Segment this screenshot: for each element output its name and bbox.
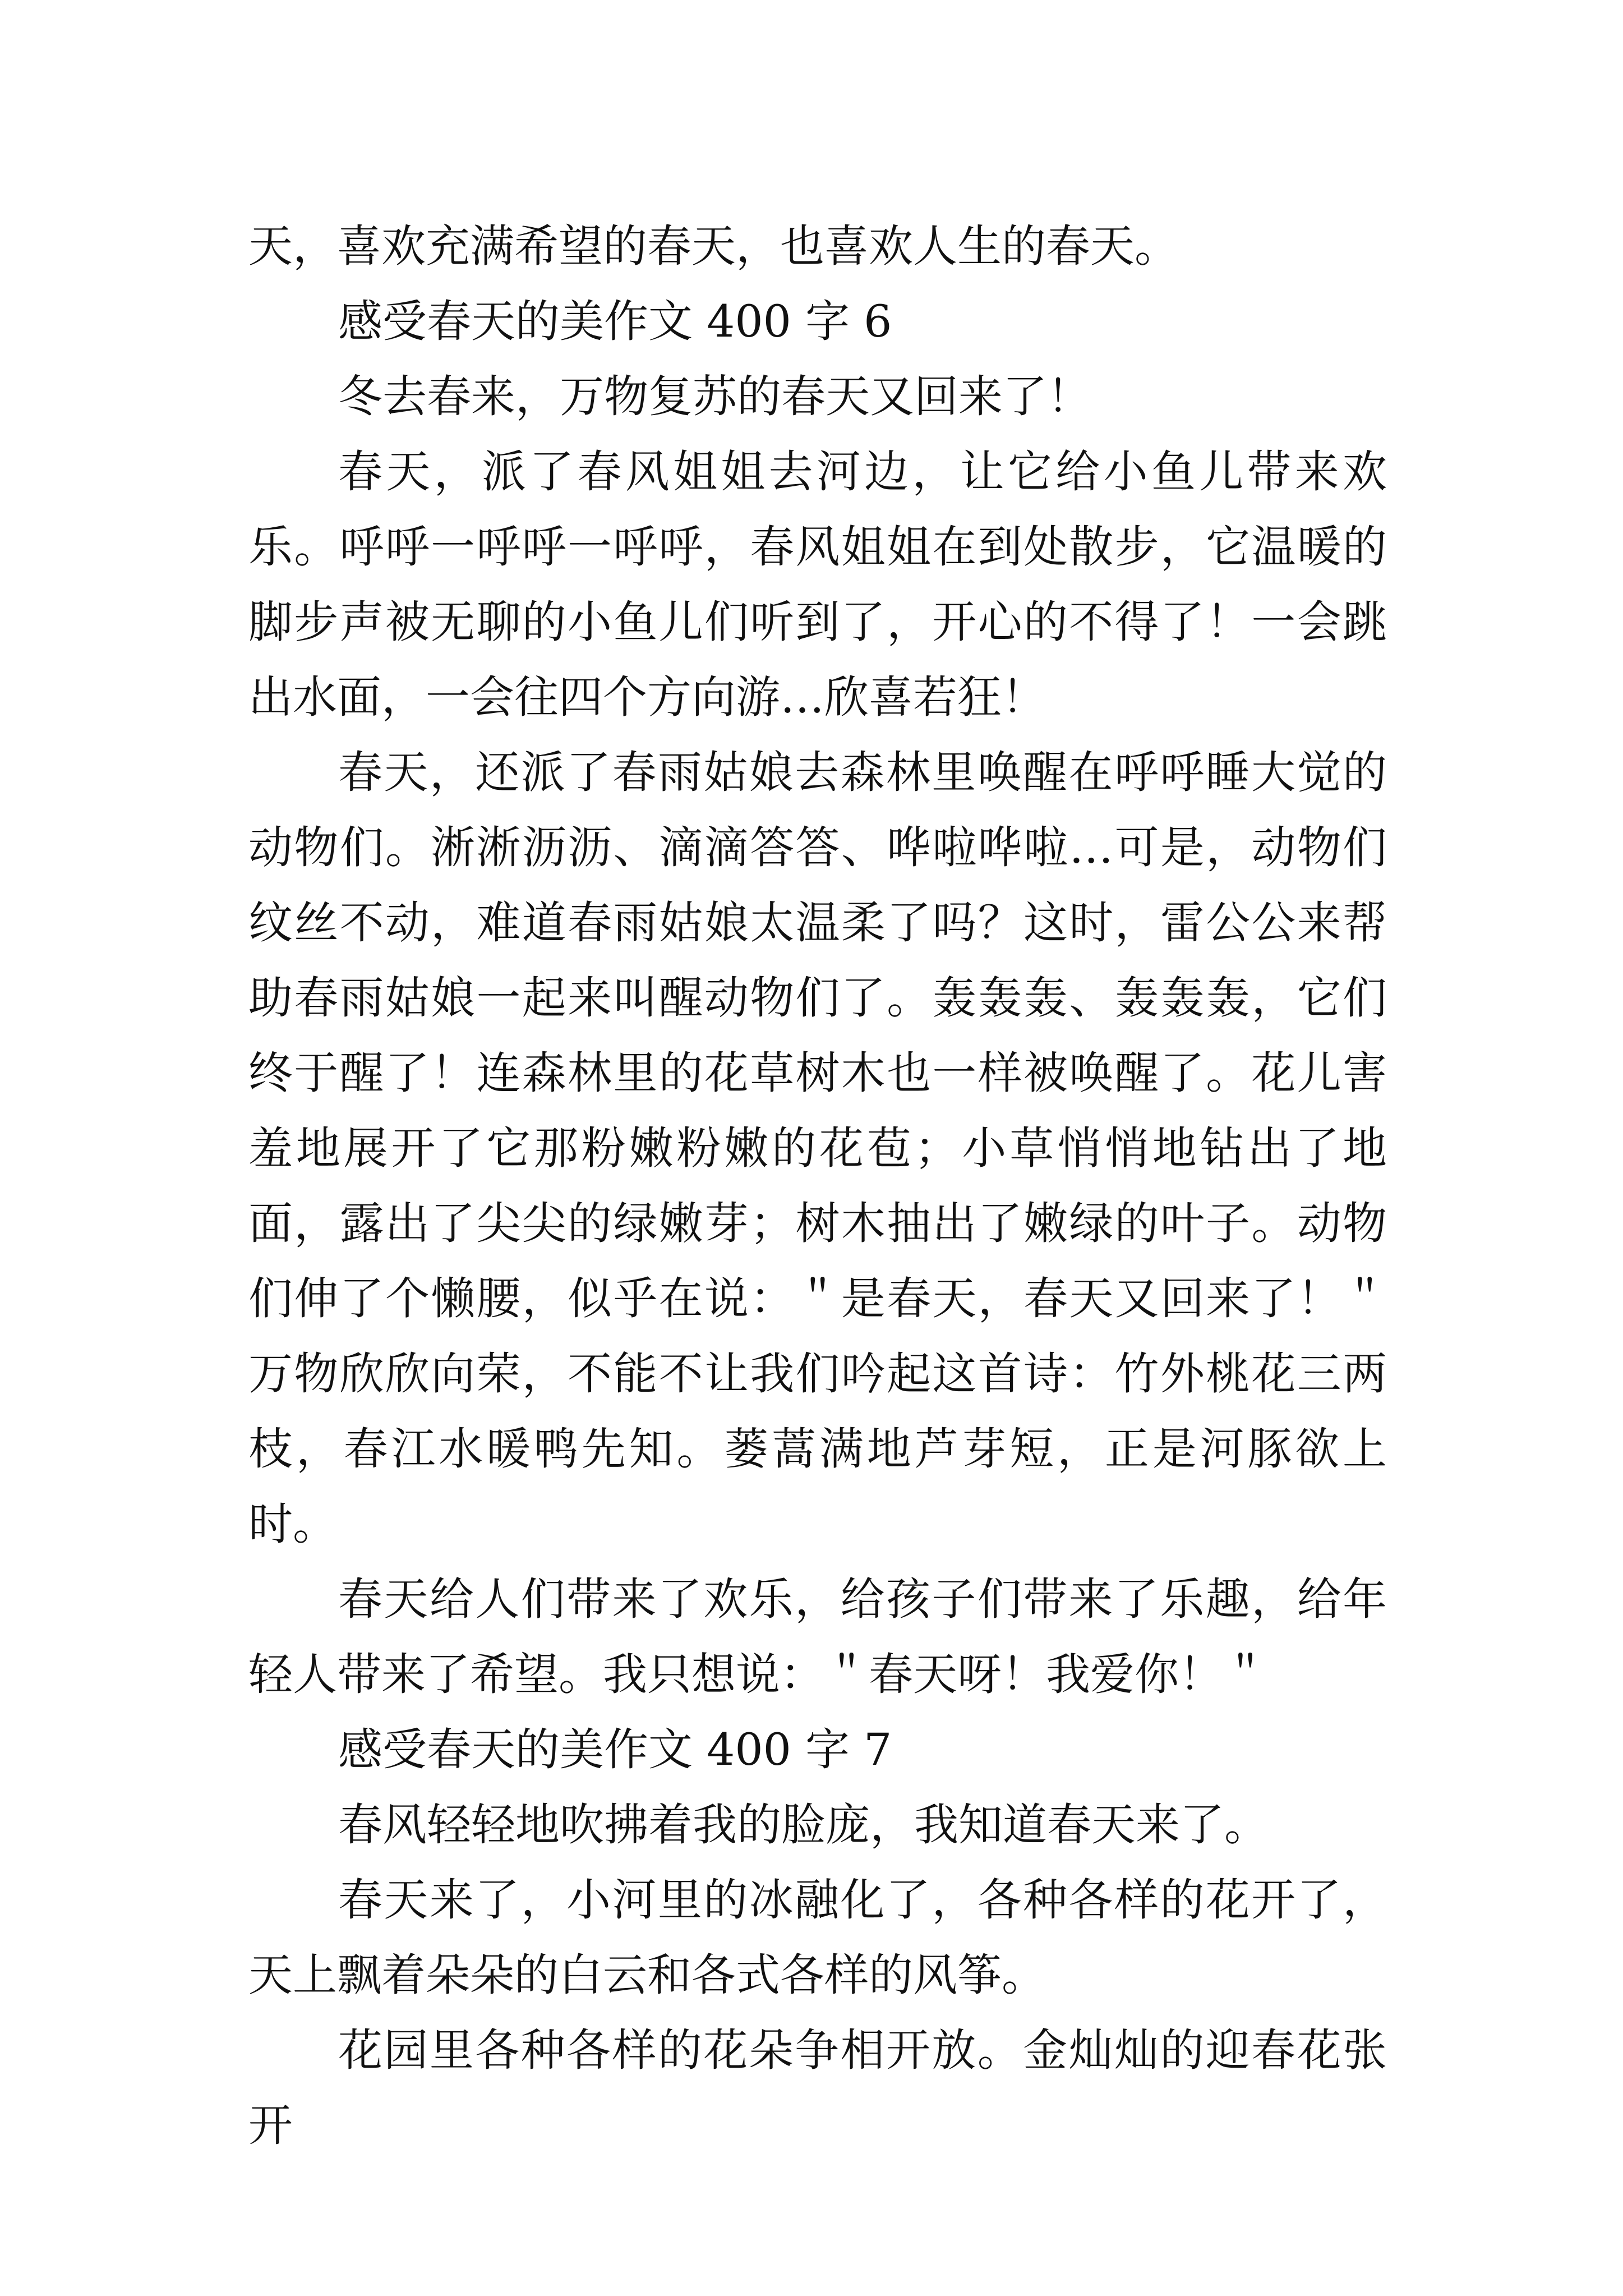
paragraph: 春天来了，小河里的冰融化了，各种各样的花开了，天上飘着朵朵的白云和各式各样的风筝。 — [248, 1874, 1387, 2001]
paragraph-continuation: 天，喜欢充满希望的春天，也喜欢人生的春天。 — [248, 220, 1179, 272]
paragraph: 春天给人们带来了欢乐，给孩子们带来了乐趣，给年轻人带来了希望。我只想说：＂春天呀！我爱你！＂ — [248, 1573, 1387, 1700]
paragraph: 春天，派了春风姐姐去河边，让它给小鱼儿带来欢乐。呼呼一呼呼一呼呼，春风姐姐在到处散步，它温暖的脚步声被无聊的小鱼儿们听到了，开心的不得了！一会跳出水面，一会往四个方向游…欣喜若狂！ — [248, 446, 1387, 723]
document-body — [248, 209, 1387, 2163]
section-heading-7: 感受春天的美作文 400 字 7 — [338, 1724, 892, 1775]
paragraph: 春风轻轻地吹拂着我的脸庞，我知道春天来了。 — [338, 1799, 1269, 1851]
section-heading-6: 感受春天的美作文 400 字 6 — [338, 296, 892, 347]
paragraph: 冬去春来，万物复苏的春天又回来了！ — [338, 371, 1091, 422]
paragraph: 花园里各种各样的花朵争相开放。金灿灿的迎春花张开 — [248, 2024, 1387, 2151]
paragraph: 春天，还派了春雨姑娘去森林里唤醒在呼呼睡大觉的动物们。淅淅沥沥、滴滴答答、哗啦哗啦…可是，动物们纹丝不动，难道春雨姑娘太温柔了吗？这时，雷公公来帮助春雨姑娘一起来叫醒动物们了。轰轰轰、轰轰轰，它们终于醒了！连森林里的花草树木也一样被唤醒了。花儿害羞地展开了它那粉嫩粉嫩的花苞；小草悄悄地钻出了地面，露出了尖尖的绿嫩芽；树木抽出了嫩绿的叶子。动物们伸了个懒腰，似乎在说：＂是春天，春天又回来了！＂万物欣欣向荣，不能不让我们吟起这首诗：竹外桃花三两枝，春江水暖鸭先知。蒌蒿满地芦芽短，正是河豚欲上时。 — [248, 747, 1387, 1550]
